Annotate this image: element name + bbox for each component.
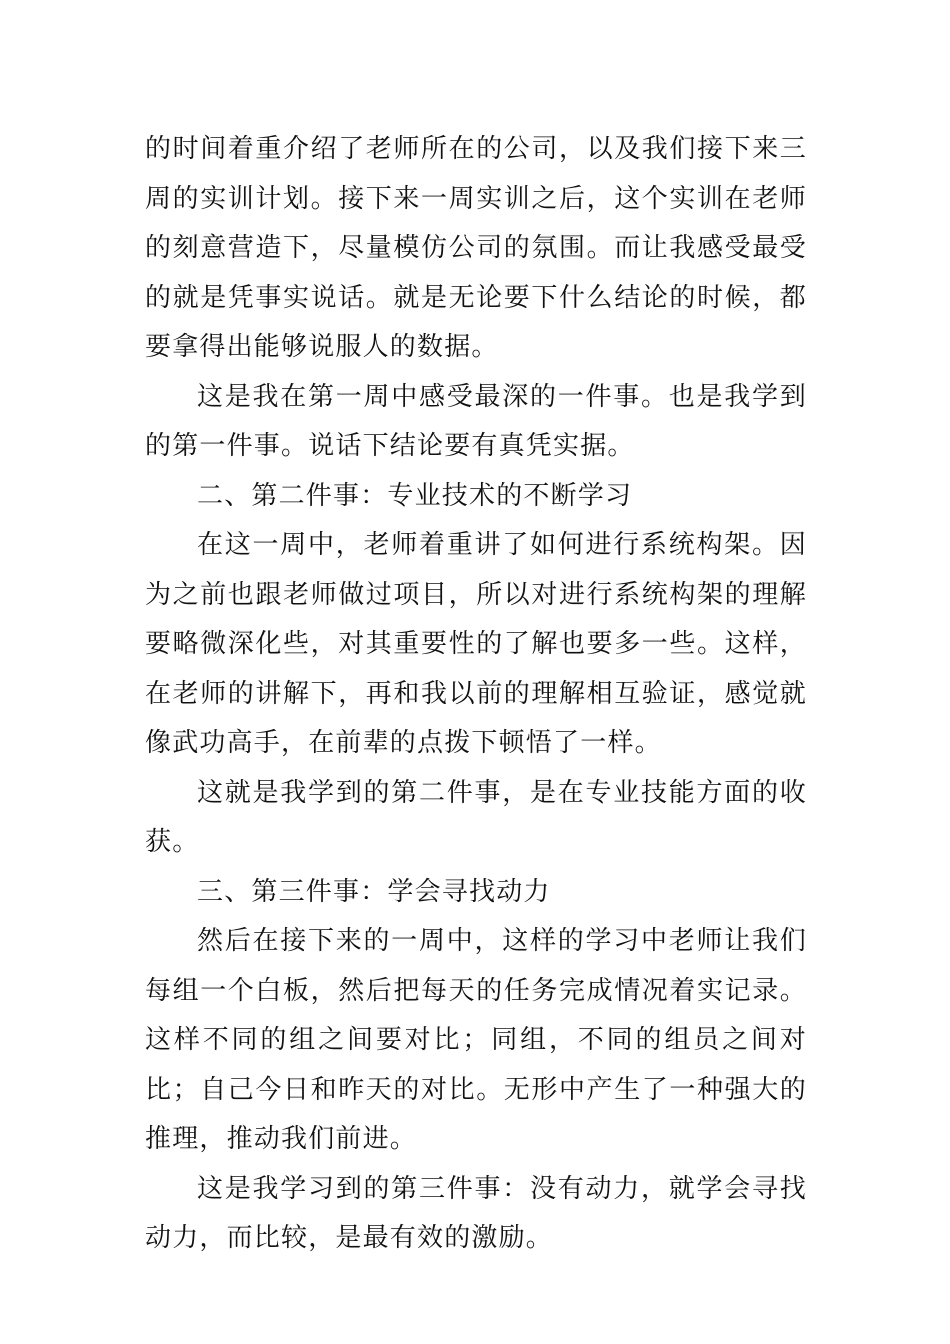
paragraph-system-architecture: 在这一周中，老师着重讲了如何进行系统构架。因为之前也跟老师做过项目，所以对进行系统构架的理解要略微深化些，对其重要性的了解也要多一些。这样，在老师的讲解下，再和我以前的理解相互验证，感觉就像武功高手，在前辈的点拨下顿悟了一样。 [145, 530, 807, 758]
paragraph-first-lesson: 这是我在第一周中感受最深的一件事。也是我学到的第一件事。说话下结论要有真凭实据。 [145, 381, 807, 461]
paragraph-continuation: 的时间着重介绍了老师所在的公司，以及我们接下来三周的实训计划。接下来一周实训之后，这个实训在老师的刻意营造下，尽量模仿公司的氛围。而让我感受最受的就是凭事实说话。就是无论要下什么结论的时候，都要拿得出能够说服人的数据。 [145, 134, 807, 362]
document-page [145, 125, 807, 1264]
paragraph-third-lesson: 这是我学习到的第三件事：没有动力，就学会寻找动力，而比较，是最有效的激励。 [145, 1173, 807, 1253]
section-heading-second: 二、第二件事：专业技术的不断学习 [197, 480, 633, 511]
paragraph-whiteboard: 然后在接下来的一周中，这样的学习中老师让我们每组一个白板，然后把每天的任务完成情况着实记录。这样不同的组之间要对比；同组，不同的组员之间对比；自己今日和昨天的对比。无形中产生了一种强大的推理，推动我们前进。 [145, 926, 807, 1154]
section-heading-third: 三、第三件事：学会寻找动力 [197, 876, 551, 907]
paragraph-second-lesson: 这就是我学到的第二件事，是在专业技能方面的收获。 [145, 777, 807, 857]
